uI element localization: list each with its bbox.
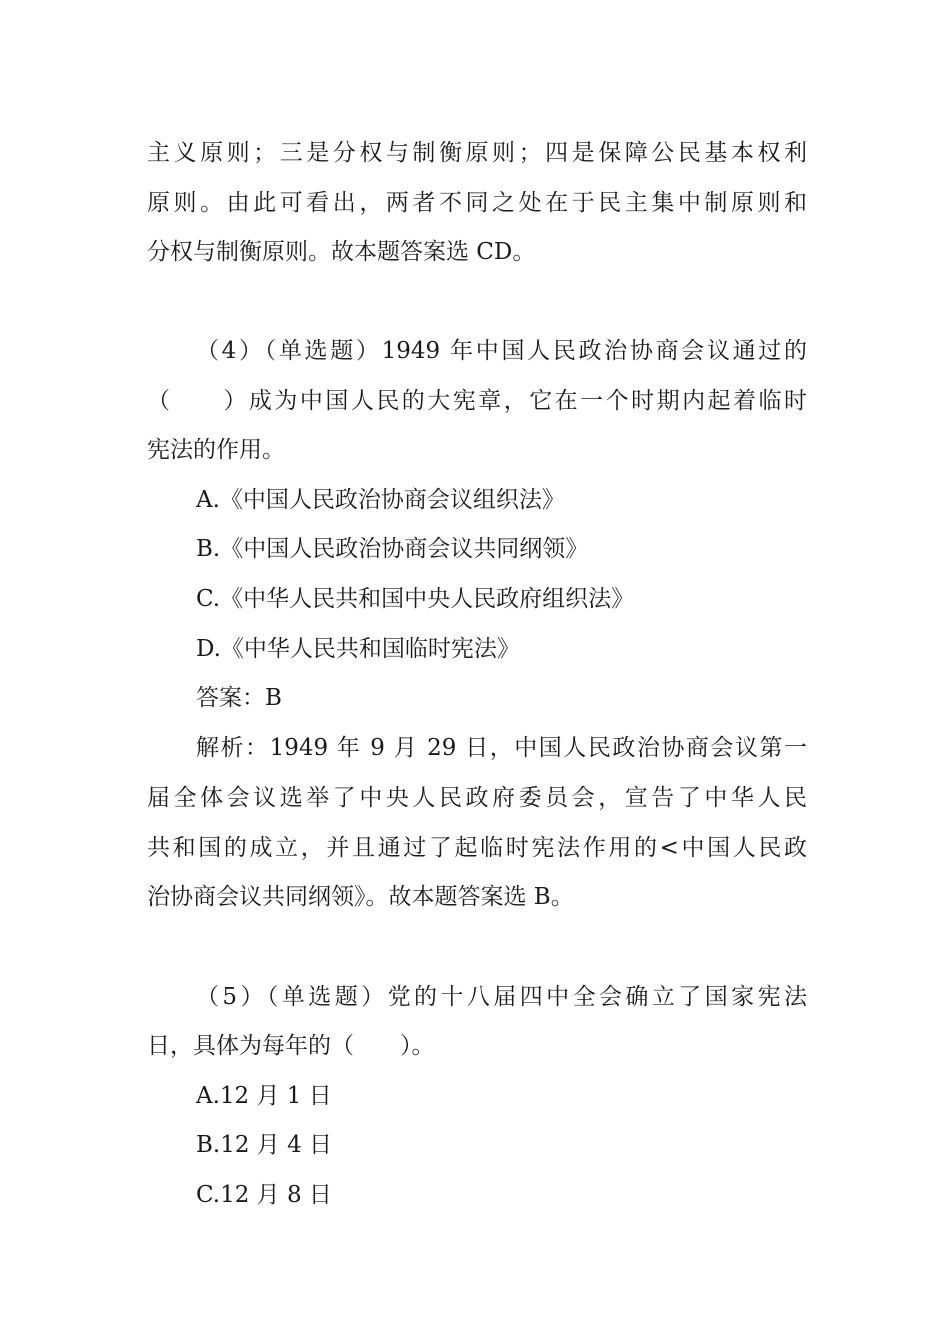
prev-explanation-line-2: 原则。由此可看出，两者不同之处在于民主集中制原则和 (147, 190, 807, 216)
q4-analysis-line-4: 治协商会议共同纲领》。故本题答案选 B。 (147, 884, 574, 910)
q4-answer: 答案：B (196, 685, 282, 711)
q5-option-b: B.12 月 4 日 (196, 1132, 333, 1158)
q5-option-c: C.12 月 8 日 (196, 1182, 332, 1208)
prev-explanation-line-1: 主义原则；三是分权与制衡原则；四是保障公民基本权利 (147, 140, 807, 166)
q4-option-b: B.《中国人民政治协商会议共同纲领》 (196, 536, 589, 562)
q4-stem-line-1: （4）（单选题）1949 年中国人民政治协商会议通过的 (196, 338, 807, 364)
q4-analysis-line-1: 解析：1949 年 9 月 29 日，中国人民政治协商会议第一 (196, 735, 807, 761)
q4-option-d: D.《中华人民共和国临时宪法》 (196, 636, 520, 662)
q5-option-a: A.12 月 1 日 (196, 1083, 332, 1109)
q4-option-c: C.《中华人民共和国中央人民政府组织法》 (196, 586, 635, 612)
q4-analysis-line-3: 共和国的成立，并且通过了起临时宪法作用的<中国人民政 (147, 835, 807, 861)
q4-stem-line-3: 宪法的作用。 (147, 437, 285, 463)
q5-stem-line-2: 日，具体为每年的（ ）。 (147, 1033, 435, 1059)
q4-stem-line-2: （ ）成为中国人民的大宪章，它在一个时期内起着临时 (147, 388, 807, 414)
q4-analysis-line-2: 届全体会议选举了中央人民政府委员会，宣告了中华人民 (147, 785, 807, 811)
q5-stem-line-1: （5）（单选题）党的十八届四中全会确立了国家宪法 (196, 984, 807, 1010)
prev-explanation-line-3: 分权与制衡原则。故本题答案选 CD。 (147, 239, 536, 265)
q4-option-a: A.《中国人民政治协商会议组织法》 (196, 487, 565, 513)
